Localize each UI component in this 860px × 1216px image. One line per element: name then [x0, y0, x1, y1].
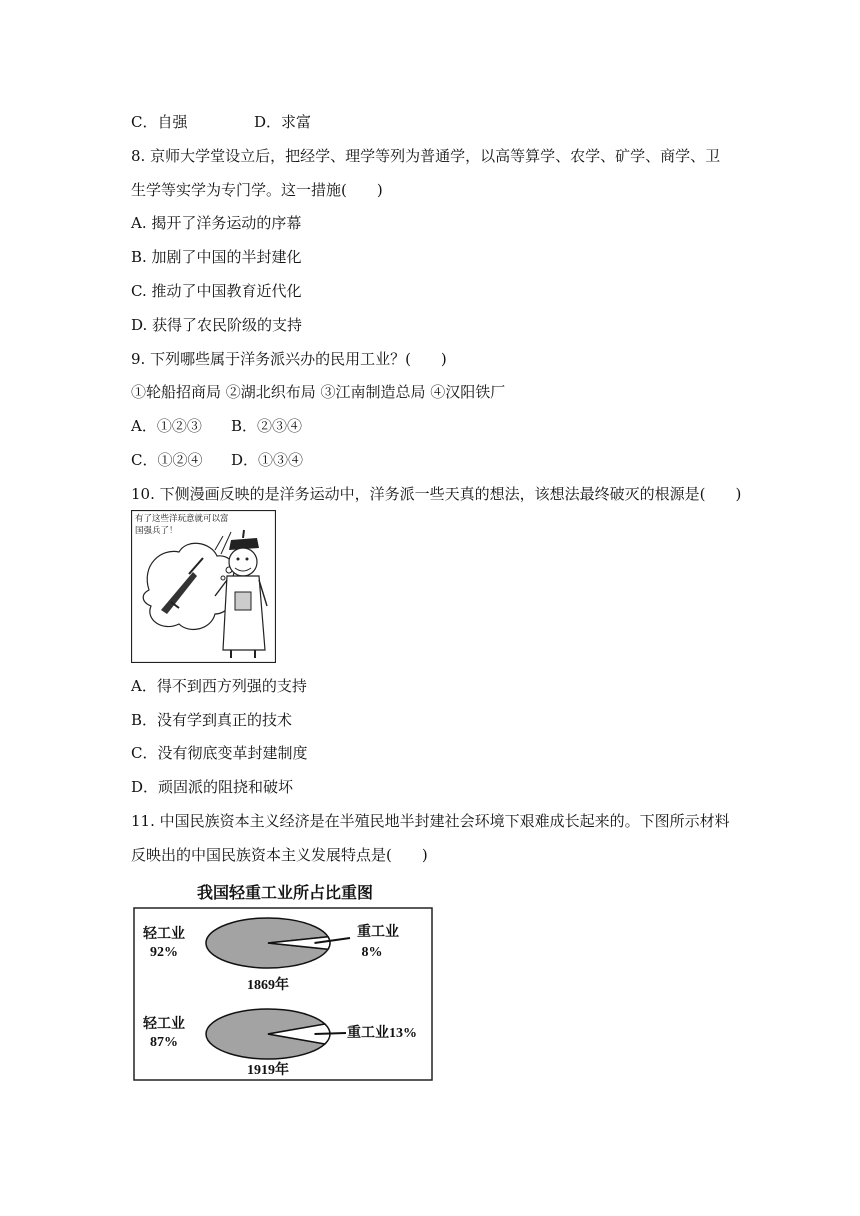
q9-option-d[interactable]: D．①③④ [231, 451, 304, 469]
cartoon-figure [131, 510, 276, 663]
q8-option-d[interactable]: D. 获得了农民阶级的支持 [131, 316, 303, 334]
q11-stem-line1: 11. 中国民族资本主义经济是在半殖民地半封建社会环境下艰难成长起来的。下图所示材料 [131, 812, 730, 830]
q7-option-c[interactable]: C．自强 [131, 113, 188, 131]
q7-option-d[interactable]: D．求富 [254, 113, 312, 131]
q9-stem: 9. 下列哪些属于洋务派兴办的民用工业？( ) [131, 350, 447, 368]
chart-title: 我国轻重工业所占比重图 [196, 885, 374, 902]
pie-year-label: 1919年 [247, 1063, 289, 1078]
pie-year-label: 1869年 [247, 978, 289, 993]
q10-option-d[interactable]: D．顽固派的阻挠和破坏 [131, 778, 294, 796]
light-industry-value: 87% [150, 1035, 178, 1050]
q9-option-a[interactable]: A．①②③ [131, 417, 202, 435]
q8-option-b[interactable]: B. 加剧了中国的半封建化 [131, 248, 302, 266]
q10-stem: 10. 下侧漫画反映的是洋务运动中，洋务派一些天真的想法，该想法最终破灭的根源是( ) [131, 485, 742, 503]
q9-option-b[interactable]: B．②③④ [231, 417, 303, 435]
light-industry-label: 轻工业 [143, 1017, 185, 1032]
q8-stem-line2: 生学等实学为专门学。这一措施( ) [131, 181, 383, 199]
q10-option-b[interactable]: B．没有学到真正的技术 [131, 711, 293, 729]
q9-options-row1 [131, 416, 302, 436]
q8-option-a[interactable]: A. 揭开了洋务运动的序幕 [131, 214, 302, 232]
light-industry-label: 轻工业 [143, 927, 185, 942]
q11-stem-line2: 反映出的中国民族资本主义发展特点是( ) [131, 846, 428, 864]
heavy-industry-value: 8% [361, 945, 383, 960]
q8-stem-line1: 8. 京师大学堂设立后，把经学、理学等列为普通学，以高等算学、农学、矿学、商学、卫 [131, 147, 721, 165]
q10-option-c[interactable]: C．没有彻底变革封建制度 [131, 744, 308, 762]
q9-options-row2 [131, 450, 303, 470]
q9-items: ①轮船招商局 ②湖北织布局 ③江南制造总局 ④汉阳铁厂 [131, 383, 506, 401]
heavy-leader-line [315, 1033, 347, 1034]
cartoon-caption-line1: 有了这些洋玩意就可以富 [135, 513, 229, 523]
heavy-industry-label-with-value: 重工业13% [347, 1026, 417, 1041]
light-industry-value: 92% [150, 945, 178, 960]
cartoon-caption-line2: 国强兵了！ [135, 525, 178, 535]
q7-options-row [131, 112, 311, 132]
q10-option-a[interactable]: A．得不到西方列强的支持 [131, 677, 307, 695]
industry-ratio-chart [130, 878, 436, 1084]
q9-option-c[interactable]: C．①②④ [131, 451, 203, 469]
heavy-industry-label: 重工业 [357, 925, 399, 940]
q8-option-c[interactable]: C. 推动了中国教育近代化 [131, 282, 302, 300]
